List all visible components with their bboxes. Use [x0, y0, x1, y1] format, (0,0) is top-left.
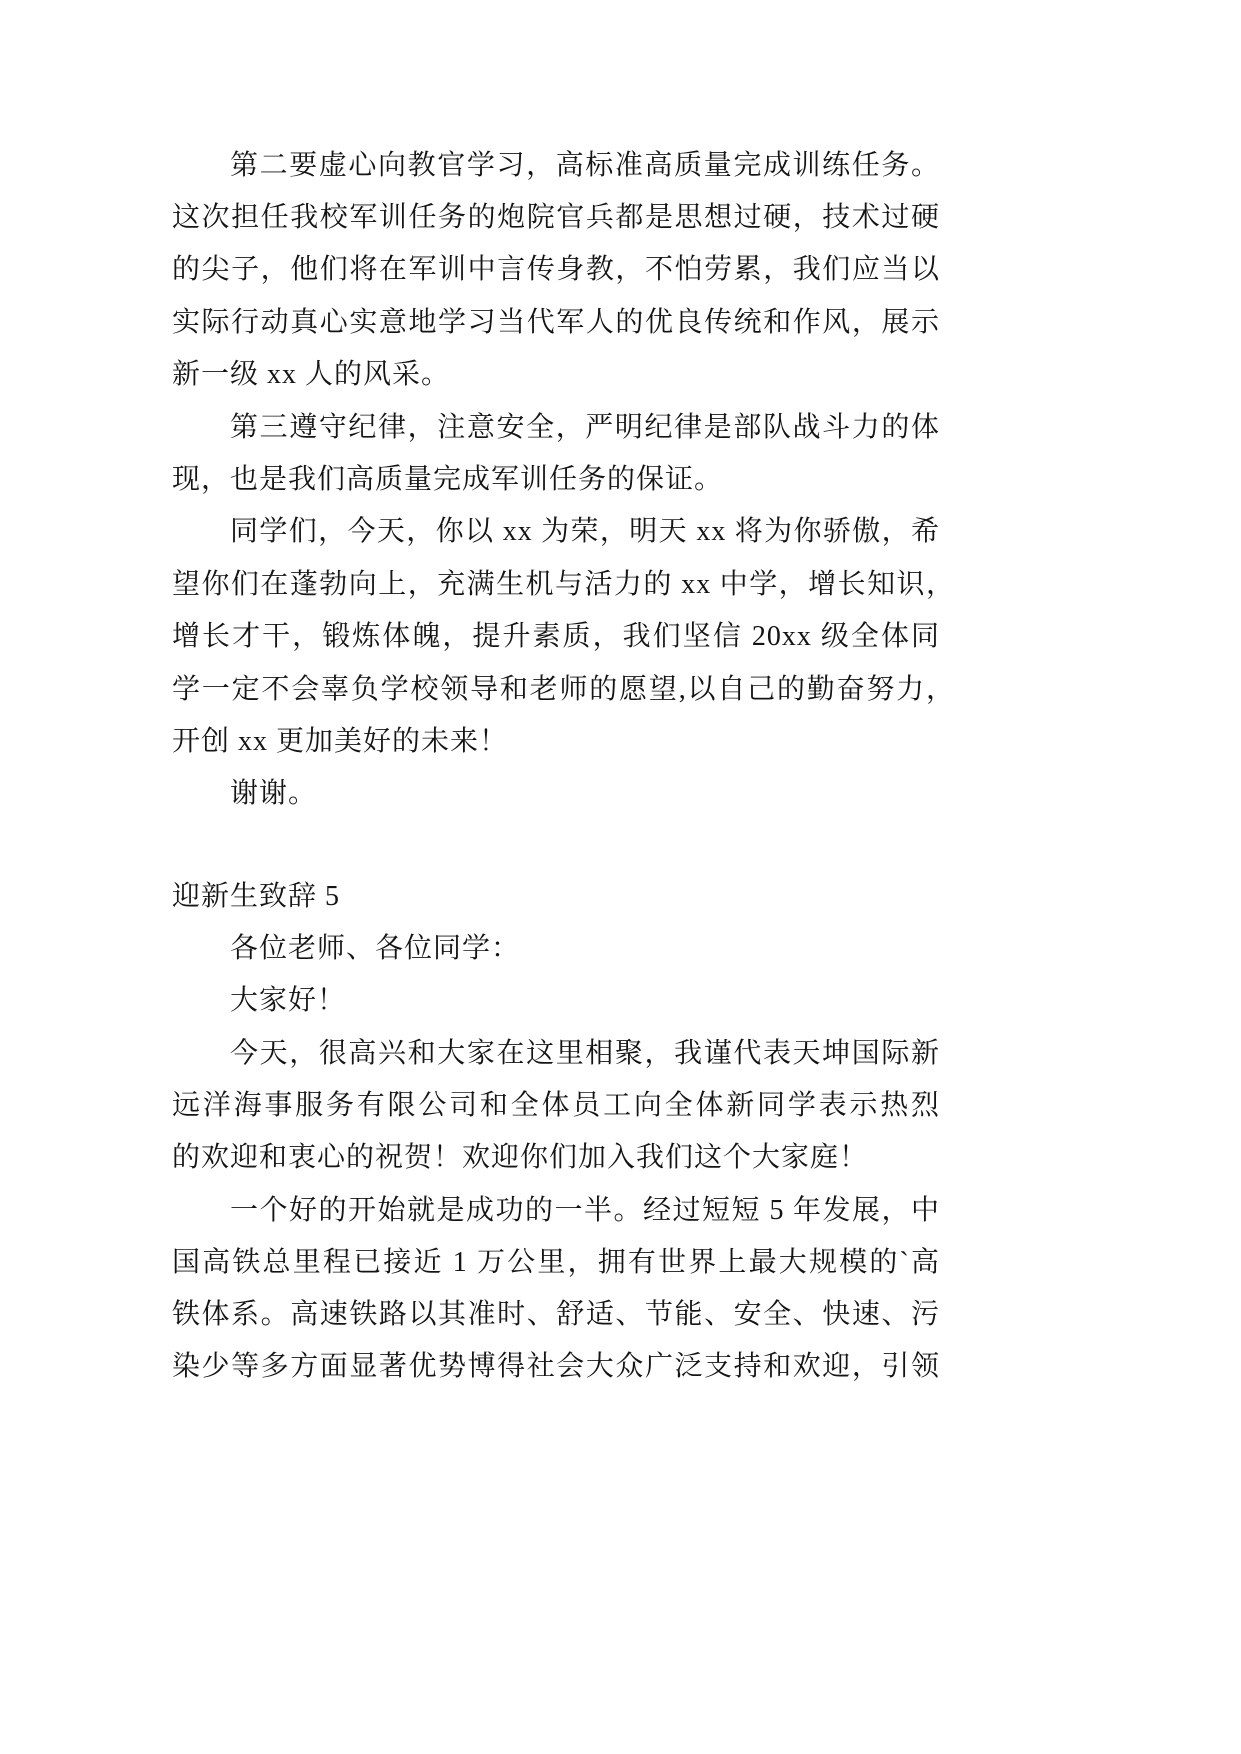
text-line: 的尖子，他们将在军训中言传身教，不怕劳累，我们应当以	[172, 254, 940, 285]
text-line: 现，也是我们高质量完成军训任务的保证。	[172, 464, 724, 495]
text-line: 染少等多方面显著优势博得社会大众广泛支持和欢迎，引领	[172, 1351, 940, 1382]
text-line: 增长才干，锻炼体魄，提升素质，我们坚信 20xx 级全体同	[172, 621, 940, 652]
text-line: 学一定不会辜负学校领导和老师的愿望,以自己的勤奋努力，	[172, 674, 955, 705]
section-heading: 迎新生致辞 5	[172, 881, 341, 912]
text-line: 铁体系。高速铁路以其准时、舒适、节能、安全、快速、污	[172, 1299, 940, 1330]
text-line: 的欢迎和衷心的祝贺！欢迎你们加入我们这个大家庭！	[172, 1142, 869, 1173]
text-line: 望你们在蓬勃向上，充满生机与活力的 xx 中学，增长知识，	[172, 569, 955, 600]
text-line: 国高铁总里程已接近 1 万公里，拥有世界上最大规模的`高	[172, 1247, 940, 1278]
text-line: 第三遵守纪律，注意安全，严明纪律是部队战斗力的体	[230, 412, 940, 443]
text-line: 谢谢。	[230, 778, 318, 809]
text-line: 今天，很高兴和大家在这里相聚，我谨代表天坤国际新	[230, 1038, 940, 1069]
text-line: 同学们，今天，你以 xx 为荣，明天 xx 将为你骄傲，希	[230, 516, 940, 547]
text-line: 新一级 xx 人的风采。	[172, 359, 451, 390]
greeting-line: 大家好！	[230, 985, 347, 1016]
salutation-line: 各位老师、各位同学：	[230, 933, 521, 964]
text-line: 一个好的开始就是成功的一半。经过短短 5 年发展，中	[230, 1195, 940, 1226]
text-line: 开创 xx 更加美好的未来！	[172, 726, 509, 757]
text-line: 实际行动真心实意地学习当代军人的优良传统和作风，展示	[172, 307, 940, 338]
text-line: 第二要虚心向教官学习，高标准高质量完成训练任务。	[230, 150, 940, 181]
text-line: 远洋海事服务有限公司和全体员工向全体新同学表示热烈	[172, 1090, 940, 1121]
text-line: 这次担任我校军训任务的炮院官兵都是思想过硬，技术过硬	[172, 202, 940, 233]
